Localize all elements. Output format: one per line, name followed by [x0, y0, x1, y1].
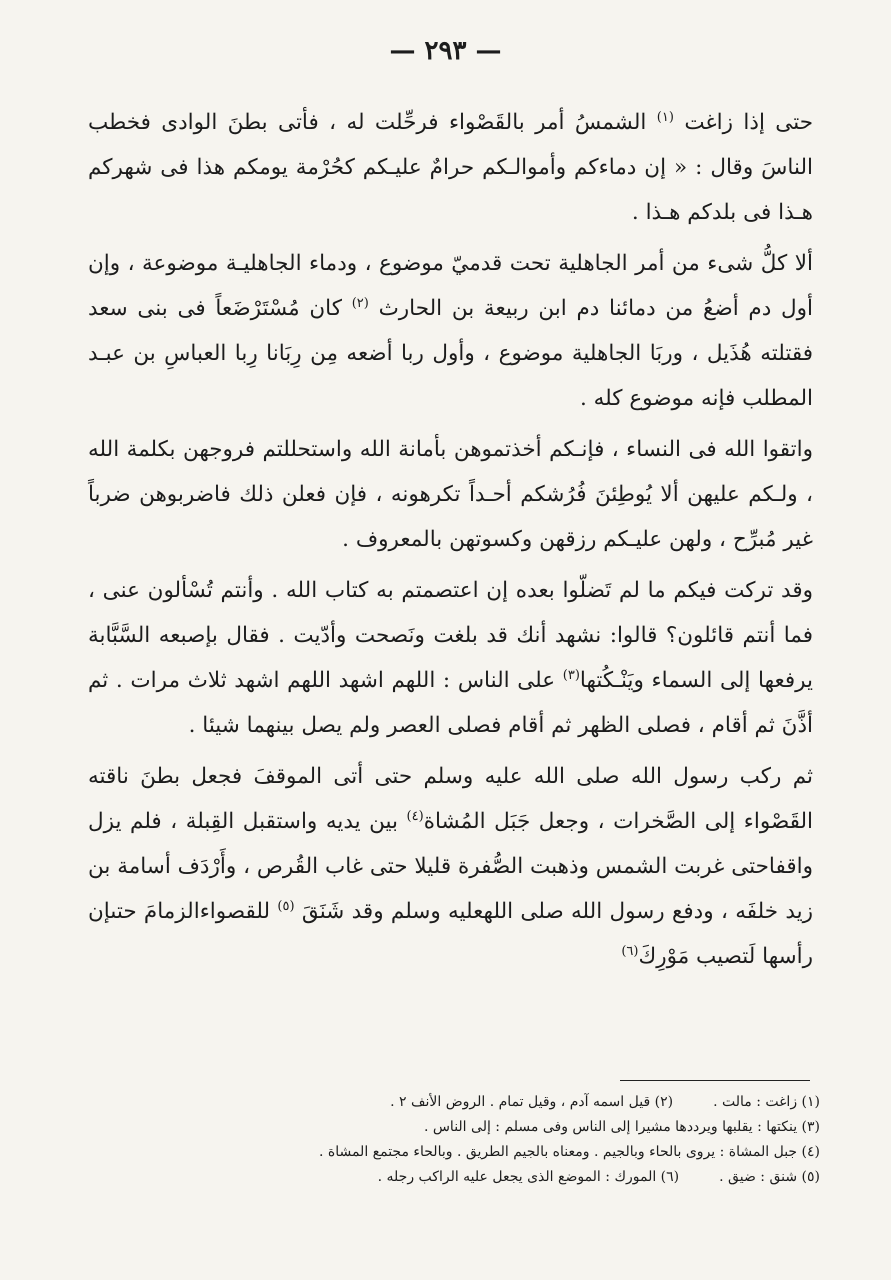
- footnote-marker-2: (٢): [351, 295, 369, 311]
- footnote-6: (٦) المورك : الموضع الذى يجعل عليه الراكب رجله .: [377, 1169, 680, 1185]
- footnote-row: [170, 1115, 820, 1140]
- text-run: بين يديه واستقبل القِبلة ، فلم يزل واقفاحتى غربت الشمس وذهبت الصُّفرة قليلا حتى غاب القُرص ، وأَرْدَف أسامة بن زيد خلفَه ، ودفع رسول الله صلى اللهعليه وسلم وقد شَنَقَ: [88, 809, 813, 924]
- footnote-2: (٢) قيل اسمه آدم ، وقيل تمام . الروض الأنف ٢ .: [390, 1094, 674, 1110]
- footnote-3: (٣) ينكتها : يقلبها ويرددها مشيرا إلى الناس وفى مسلم : إلى الناس .: [423, 1119, 820, 1135]
- text-run: ألا كلُّ شىء من أمر الجاهلية تحت قدميّ موضوع ، ودماء الجاهليـة موضوعة ، وإن أول دم أضعُ من دمائنا دم ابن ربيعة بن الحارث: [88, 251, 814, 321]
- footnote-4: (٤) جبل المشاة : يروى بالحاء وبالجيم . ومعناه بالجيم الطريق . وبالحاء مجتمع المشاة .: [318, 1144, 820, 1160]
- text-run: حتى إذا زاغت: [684, 110, 813, 135]
- footnote-5: (٥) شنق : ضيق .: [719, 1169, 820, 1185]
- text-run: الشمسُ أمر بالقَصْواء فرحِّلت له ، فأتى بطنَ الوادى فخطب الناسَ وقال : « إن دماءكم وأموالـكم حرامٌ عليـكم كحُرْمة يومكم هذا فى شهركم هـذا فى بلدكم هـذا .: [88, 110, 813, 225]
- text-run: للقصواءالزمامَ حتىإن رأسها لَتصيب مَوْرِكَ: [88, 899, 813, 969]
- text-run: على الناس : اللهم اشهد اللهم اشهد ثلاث مرات . ثم أذَّنَ ثم أقام ، فصلى الظهر ثم أقام فصلى العصر ولم يصل بينهما شيئا .: [88, 668, 813, 738]
- footnote-1: (١) زاغت : مالت .: [713, 1094, 820, 1110]
- footnotes: [170, 1090, 820, 1190]
- footnote-marker-1: (١): [656, 109, 674, 125]
- main-text: [88, 100, 813, 985]
- footnote-marker-5: (٥): [277, 898, 295, 914]
- footnote-marker-4: (٤): [406, 808, 424, 824]
- footnote-row: [170, 1165, 820, 1190]
- text-run: كان مُسْتَرْضَعاً فى بنى سعد فقتلته هُذَيل ، وربَا الجاهلية موضوع ، وأول ربا أضعه مِن رِبَانا رِبا العباسِ بن عبـد المطلب فإنه موضوع كله .: [88, 296, 813, 411]
- text-run: وقد تركت فيكم ما لم تَضلّوا بعده إن اعتصمتم به كتاب الله . وأنتم تُسْألون عنى ، فما أنتم قائلون؟ قالوا: نشهد أنك قد بلغت ونَصحت وأدّيت . فقال بإصبعه السَّبَّابة يرفعها إلى السماء ويَنْـكُتها: [88, 578, 813, 693]
- footnote-marker-6: (٦): [621, 943, 639, 959]
- paragraph-3: [88, 427, 813, 562]
- paragraph-2: [88, 241, 813, 421]
- footnote-divider: [620, 1080, 810, 1081]
- footnote-row: [170, 1140, 820, 1165]
- text-run: ثم ركب رسول الله صلى الله عليه وسلم حتى أتى الموقفَ فجعل بطنَ ناقته القَصْواء إلى الصَّخرات ، وجعل جَبَل المُشاة: [88, 764, 813, 834]
- page-number: — ٢٩٣ —: [389, 36, 502, 66]
- paragraph-5: [88, 754, 813, 979]
- footnote-row: [170, 1090, 820, 1115]
- text-run: واتقوا الله فى النساء ، فإنـكم أخذتموهن بأمانة الله واستحللتم فروجهن بكلمة الله ، ولـكم عليهن ألا يُوطِئنَ فُرُشكم أحـداً تكرهونه ، فإن فعلن ذلك فاضربوهن ضرباً غير مُبرِّح ، ولهن عليـكم رزقهن وكسوتهن بالمعروف .: [88, 437, 813, 552]
- footnote-marker-3: (٣): [562, 667, 580, 683]
- paragraph-4: [88, 568, 813, 748]
- paragraph-1: [88, 100, 813, 235]
